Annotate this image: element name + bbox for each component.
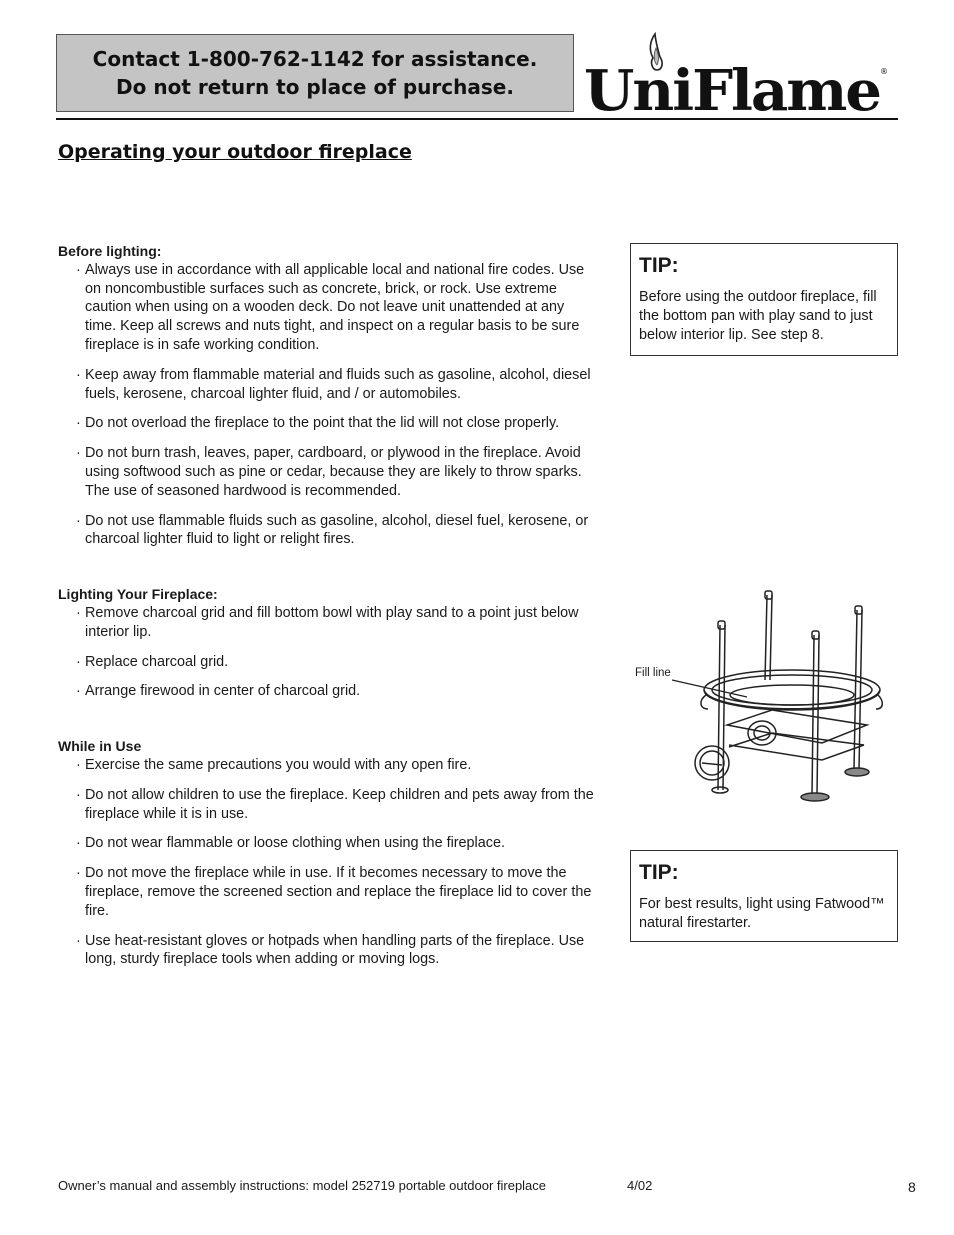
lighting-list — [58, 604, 598, 701]
in-use-section — [58, 737, 598, 969]
lighting-heading: Lighting Your Fireplace: — [58, 586, 218, 603]
page-number: 8 — [908, 1179, 916, 1195]
registered-mark: ® — [880, 67, 888, 76]
tip-box-fatwood — [630, 850, 898, 942]
list-item: · Do not use flammable fluids such as gasoline, alcohol, diesel fuel, kerosene, or charcoal lighter fluid to light or relight fires. — [58, 512, 598, 550]
logo-wordmark: UniFlame — [584, 58, 881, 116]
list-item: · Do not move the fireplace while in use. If it becomes necessary to move the fireplace, remove the screened section and replace the fireplace lid to cover the fire. — [58, 864, 598, 920]
before-lighting-section — [58, 242, 598, 549]
list-item: · Arrange firewood in center of charcoal grid. — [58, 682, 598, 701]
tip-box-sand — [630, 243, 898, 356]
list-item: · Do not allow children to use the fireplace. Keep children and pets away from the fireplace while it is in use. — [58, 786, 598, 824]
list-item: · Exercise the same precautions you would with any open fire. — [58, 756, 598, 775]
fireplace-illustration — [632, 585, 892, 810]
contact-banner — [56, 34, 574, 112]
before-lighting-heading: Before lighting: — [58, 243, 162, 259]
in-use-list — [58, 756, 598, 969]
contact-line-phone: Contact 1-800-762-1142 for assistance. — [92, 47, 538, 71]
footer-manual-title: Owner’s manual and assembly instructions: model 252719 portable outdoor fireplace — [58, 1178, 547, 1193]
list-item: · Use heat-resistant gloves or hotpads when handling parts of the fireplace. Use long, sturdy fireplace tools when adding or moving logs. — [58, 932, 598, 970]
footer-date: 4/02 — [627, 1178, 653, 1193]
list-item: · Do not overload the fireplace to the point that the lid will not close properly. — [58, 414, 608, 433]
before-lighting-list — [58, 261, 598, 549]
list-item: · Remove charcoal grid and fill bottom bowl with play sand to a point just below interior lip. — [58, 604, 598, 642]
list-item: · Replace charcoal grid. — [58, 653, 598, 672]
fill-line-label: Fill line — [635, 667, 671, 679]
list-item: · Do not burn trash, leaves, paper, cardboard, or plywood in the fireplace. Avoid using softwood such as pine or cedar, because they are likely to throw sparks. The use of seasoned hardwood is recommended. — [58, 444, 608, 500]
uniflame-logo — [580, 30, 900, 116]
header-rule — [56, 118, 898, 120]
tip-title: TIP: — [639, 254, 679, 277]
tip-text: Before using the outdoor fireplace, fill the bottom pan with play sand to just below interior lip. See step 8. — [639, 289, 877, 343]
tip-title: TIP: — [639, 861, 679, 884]
instructions-column — [58, 242, 598, 980]
list-item: · Always use in accordance with all applicable local and national fire codes. Use on noncombustible surfaces such as concrete, brick, or rock. Use extreme caution when using on a wooden deck. Do not leave unit unattended at any time. Keep all screws and nuts tight, and inspect on a regular basis to be sure fireplace is in safe working condition. — [58, 261, 598, 355]
tip-text: For best results, light using Fatwood™ natural firestarter. — [639, 896, 885, 931]
page-title: Operating your outdoor fireplace — [58, 141, 412, 163]
list-item: · Do not wear flammable or loose clothing when using the fireplace. — [58, 834, 598, 853]
contact-line-return: Do not return to place of purchase. — [116, 75, 514, 99]
in-use-heading: While in Use — [58, 738, 142, 755]
list-item: · Keep away from flammable material and fluids such as gasoline, alcohol, diesel fuels, kerosene, charcoal lighter fluid, and / or automobiles. — [58, 366, 598, 404]
lighting-section — [58, 585, 598, 701]
